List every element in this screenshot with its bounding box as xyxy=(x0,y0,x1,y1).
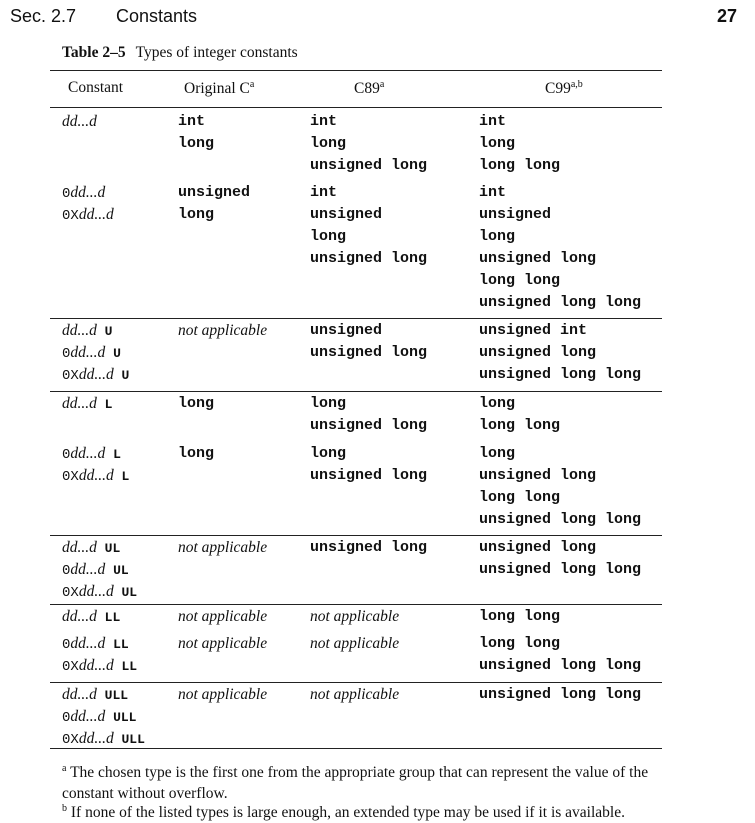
cell-original xyxy=(178,633,267,655)
type-name: unsigned long long xyxy=(479,294,642,311)
col-header-c89: C89$^a$ xyxy=(354,79,385,98)
constant-form: 0Xdd...d ULL xyxy=(62,730,145,748)
row-group-rule xyxy=(50,604,662,605)
not-applicable-note: not applicable xyxy=(310,635,400,652)
type-name: long xyxy=(310,228,347,245)
cell-c89 xyxy=(310,633,399,655)
type-name: long xyxy=(310,445,347,462)
type-name: int xyxy=(178,113,206,130)
cell-original xyxy=(178,111,214,155)
cell-constant xyxy=(62,443,129,487)
table-number: Table 2–5 xyxy=(62,44,126,61)
footnote-b: $^b$ If none of the listed types is large enough, an extended type may be used if it is available. xyxy=(62,803,625,822)
type-name: unsigned long long xyxy=(479,686,642,703)
not-applicable-note: not applicable xyxy=(178,635,268,652)
page-number: 27 xyxy=(716,6,737,26)
constant-form: dd...d L xyxy=(62,395,113,412)
type-name: long xyxy=(178,445,215,462)
col-header-c99: C99$^{a,b}$ xyxy=(545,79,583,98)
not-applicable-note: not applicable xyxy=(178,539,268,556)
not-applicable-note: not applicable xyxy=(310,608,400,625)
cell-c89 xyxy=(310,393,427,437)
cell-c99 xyxy=(479,606,560,628)
row-group-rule xyxy=(50,535,662,536)
type-name: unsigned xyxy=(310,322,383,339)
type-name: unsigned long xyxy=(310,344,428,361)
type-name: unsigned long xyxy=(479,250,597,267)
type-name: long xyxy=(310,395,347,412)
cell-c89 xyxy=(310,606,399,628)
table-caption xyxy=(62,44,298,62)
constant-form: 0dd...d LL xyxy=(62,635,129,653)
col-header-constant: Constant xyxy=(68,79,124,96)
row-group-rule xyxy=(50,318,662,319)
cell-c89 xyxy=(310,320,427,364)
cell-original xyxy=(178,182,250,226)
row-group-rule xyxy=(50,391,662,392)
col-header-original-c: Original $C^a$ xyxy=(184,79,255,98)
cell-constant xyxy=(62,111,97,133)
type-name: unsigned long long xyxy=(479,511,642,528)
type-name: unsigned long long xyxy=(479,366,642,383)
cell-original xyxy=(178,443,214,465)
cell-c89 xyxy=(310,111,427,177)
cell-constant xyxy=(62,182,114,226)
cell-c99 xyxy=(479,393,560,437)
table-top-rule xyxy=(50,70,662,71)
type-name: unsigned long xyxy=(479,467,597,484)
type-name: long long xyxy=(479,417,561,434)
cell-c99 xyxy=(479,320,641,386)
not-applicable-note: not applicable xyxy=(178,608,268,625)
type-name: unsigned int xyxy=(479,322,588,339)
cell-c99 xyxy=(479,537,641,581)
constant-form: dd...d ULL xyxy=(62,686,129,703)
type-name: long xyxy=(178,395,215,412)
cell-constant xyxy=(62,606,120,628)
cell-c89 xyxy=(310,684,399,706)
not-applicable-note: not applicable xyxy=(310,686,400,703)
constant-form: 0dd...d xyxy=(62,184,106,202)
cell-constant xyxy=(62,393,112,415)
cell-c99 xyxy=(479,633,641,677)
cell-original xyxy=(178,606,267,628)
cell-c99 xyxy=(479,111,560,177)
cell-original xyxy=(178,320,267,342)
type-name: unsigned long xyxy=(310,467,428,484)
cell-constant xyxy=(62,633,137,677)
cell-original xyxy=(178,393,214,415)
type-name: long long xyxy=(479,608,561,625)
cell-c89 xyxy=(310,443,427,487)
type-name: int xyxy=(479,113,507,130)
type-name: unsigned long xyxy=(479,539,597,556)
type-name: int xyxy=(310,113,338,130)
type-name: unsigned long xyxy=(310,250,428,267)
type-name: long xyxy=(479,135,516,152)
type-name: unsigned long long xyxy=(479,561,642,578)
type-name: int xyxy=(479,184,507,201)
type-name: int xyxy=(310,184,338,201)
cell-c89 xyxy=(310,537,427,559)
constant-form: dd...d UL xyxy=(62,539,121,556)
not-applicable-note: not applicable xyxy=(178,686,268,703)
section-title: Constants xyxy=(116,6,198,26)
type-name: long long xyxy=(479,157,561,174)
constant-form: 0dd...d L xyxy=(62,445,121,463)
type-name: unsigned long xyxy=(310,417,428,434)
constant-form: 0Xdd...d UL xyxy=(62,583,138,601)
type-name: long long xyxy=(479,272,561,289)
type-name: unsigned long xyxy=(310,539,428,556)
type-name: long xyxy=(310,135,347,152)
type-name: unsigned long long xyxy=(479,657,642,674)
footnote-a: $^a$ The chosen type is the first one from the appropriate group that can represent the value of the constant without overflow. xyxy=(62,763,649,803)
cell-constant xyxy=(62,537,137,603)
constant-form: 0Xdd...d LL xyxy=(62,657,138,675)
constant-form: 0Xdd...d U xyxy=(62,366,130,384)
cell-c89 xyxy=(310,182,427,270)
type-name: long xyxy=(178,135,215,152)
table-title: Types of integer constants xyxy=(135,44,298,61)
cell-c99 xyxy=(479,182,641,314)
section-number: Sec. 2.7 xyxy=(10,6,77,26)
table-header-rule xyxy=(50,107,662,108)
type-name: long xyxy=(479,445,516,462)
constant-form: dd...d U xyxy=(62,322,113,339)
type-name: unsigned xyxy=(310,206,383,223)
type-name: unsigned xyxy=(178,184,251,201)
constant-form: 0dd...d UL xyxy=(62,561,129,579)
constant-form: 0Xdd...d L xyxy=(62,467,130,485)
type-name: unsigned xyxy=(479,206,552,223)
type-name: long long xyxy=(479,489,561,506)
type-name: unsigned long xyxy=(479,344,597,361)
constant-form: dd...d xyxy=(62,113,97,130)
table-bottom-rule xyxy=(50,748,662,749)
not-applicable-note: not applicable xyxy=(178,322,268,339)
cell-c99 xyxy=(479,684,641,706)
cell-constant xyxy=(62,320,129,386)
constant-form: dd...d LL xyxy=(62,608,121,625)
type-name: long xyxy=(178,206,215,223)
type-name: unsigned long xyxy=(310,157,428,174)
constant-form: 0dd...d U xyxy=(62,344,121,362)
constant-form: 0dd...d ULL xyxy=(62,708,137,726)
cell-original xyxy=(178,684,267,706)
cell-original xyxy=(178,537,267,559)
cell-c99 xyxy=(479,443,641,531)
constant-form: 0Xdd...d xyxy=(62,206,114,224)
type-name: long xyxy=(479,228,516,245)
type-name: long long xyxy=(479,635,561,652)
row-group-rule xyxy=(50,682,662,683)
type-name: long xyxy=(479,395,516,412)
cell-constant xyxy=(62,684,145,750)
